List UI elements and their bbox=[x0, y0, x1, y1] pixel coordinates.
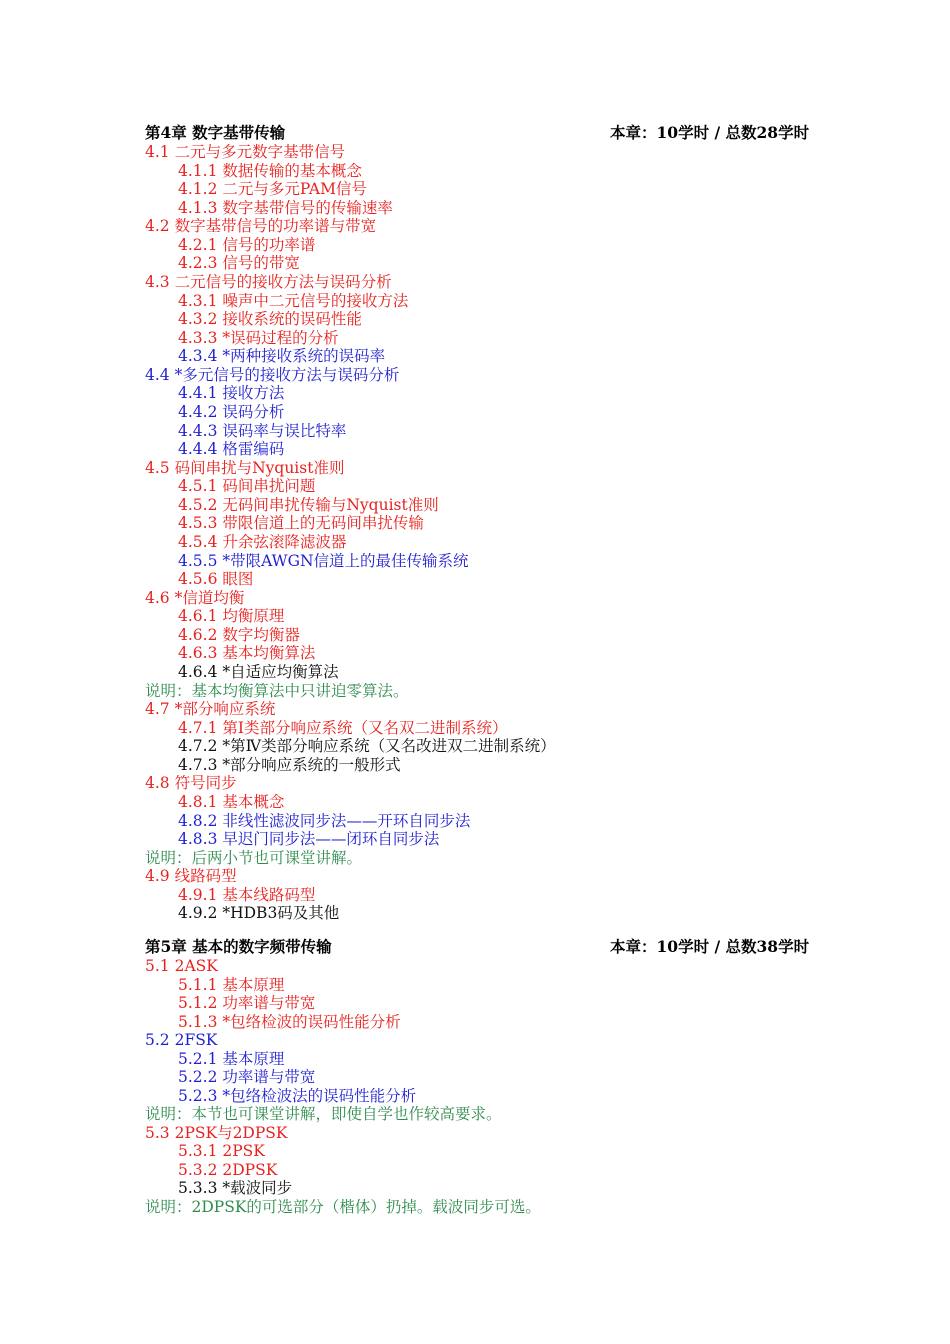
subsection-line: 5.2.3 *包络检波法的误码性能分析 bbox=[178, 1086, 417, 1105]
section-line: 4.9 线路码型 bbox=[145, 867, 237, 886]
subsection-line: 4.4.1 接收方法 bbox=[178, 384, 285, 403]
subsection-line: 4.5.4 升余弦滚降滤波器 bbox=[178, 532, 347, 551]
subsection-line: 4.4.2 误码分析 bbox=[178, 402, 285, 421]
subsection-line: 4.5.5 *带限AWGN信道上的最佳传输系统 bbox=[178, 551, 469, 570]
subsection-line: 5.3.3 *载波同步 bbox=[178, 1179, 293, 1197]
subsection-line: 4.7.3 *部分响应系统的一般形式 bbox=[178, 755, 401, 774]
subsection-line: 4.1.3 数字基带信号的传输速率 bbox=[178, 198, 393, 217]
chapter-5-title: 第5章 基本的数字频带传输 bbox=[145, 937, 332, 956]
subsection-line: 4.8.2 非线性滤波同步法——开环自同步法 bbox=[178, 811, 471, 830]
subsection-line: 5.2.2 功率谱与带宽 bbox=[178, 1068, 316, 1086]
chapter-5-hours: 本章：10学时 / 总数38学时 bbox=[610, 937, 810, 956]
section-line: 5.1 2ASK bbox=[145, 957, 218, 975]
note-line: 说明：基本均衡算法中只讲迫零算法。 bbox=[145, 681, 409, 700]
subsection-line: 4.3.4 *两种接收系统的误码率 bbox=[178, 347, 386, 366]
section-line: 4.7 *部分响应系统 bbox=[145, 700, 276, 719]
subsection-line: 5.2.1 基本原理 bbox=[178, 1049, 285, 1068]
subsection-line: 4.9.1 基本线路码型 bbox=[178, 885, 316, 904]
subsection-line: 4.6.2 数字均衡器 bbox=[178, 625, 300, 644]
subsection-line: 4.2.3 信号的带宽 bbox=[178, 254, 300, 273]
subsection-line: 4.5.6 眼图 bbox=[178, 570, 254, 589]
subsection-line: 4.4.4 格雷编码 bbox=[178, 440, 285, 459]
subsection-line: 4.3.3 *误码过程的分析 bbox=[178, 328, 339, 347]
section-line: 4.8 符号同步 bbox=[145, 774, 237, 793]
subsection-line: 4.1.1 数据传输的基本概念 bbox=[178, 161, 362, 180]
note-line: 说明：本节也可课堂讲解，即使自学也作较高要求。 bbox=[145, 1105, 502, 1123]
subsection-line: 4.6.4 *自适应均衡算法 bbox=[178, 662, 339, 681]
subsection-line: 5.1.2 功率谱与带宽 bbox=[178, 994, 316, 1012]
section-line: 4.3 二元信号的接收方法与误码分析 bbox=[145, 272, 392, 291]
subsection-line: 4.5.1 码间串扰问题 bbox=[178, 477, 316, 496]
subsection-line: 5.3.2 2DPSK bbox=[178, 1160, 278, 1179]
subsection-line: 4.3.1 噪声中二元信号的接收方法 bbox=[178, 291, 409, 310]
section-line: 4.4 *多元信号的接收方法与误码分析 bbox=[145, 365, 400, 384]
subsection-line: 4.7.2 *第Ⅳ类部分响应系统（又名改进双二进制系统） bbox=[178, 737, 556, 756]
subsection-line: 4.6.3 基本均衡算法 bbox=[178, 644, 316, 663]
section-line: 4.6 *信道均衡 bbox=[145, 588, 245, 607]
note-line: 说明：2DPSK的可选部分（楷体）扔掉。载波同步可选。 bbox=[145, 1197, 541, 1216]
subsection-line: 5.1.1 基本原理 bbox=[178, 975, 285, 994]
section-line: 4.1 二元与多元数字基带信号 bbox=[145, 143, 346, 161]
subsection-line: 5.3.1 2PSK bbox=[178, 1142, 265, 1160]
subsection-line: 4.4.3 误码率与误比特率 bbox=[178, 421, 347, 440]
subsection-line: 4.6.1 均衡原理 bbox=[178, 607, 285, 626]
subsection-line: 4.8.1 基本概念 bbox=[178, 792, 285, 811]
subsection-line: 4.9.2 *HDB3码及其他 bbox=[178, 904, 340, 923]
subsection-line: 4.8.3 早迟门同步法——闭环自同步法 bbox=[178, 830, 440, 849]
subsection-line: 4.7.1 第Ⅰ类部分响应系统（又名双二进制系统） bbox=[178, 718, 508, 737]
section-line: 4.2 数字基带信号的功率谱与带宽 bbox=[145, 217, 377, 236]
chapter-4-title: 第4章 数字基带传输 bbox=[145, 123, 286, 142]
subsection-line: 4.5.3 带限信道上的无码间串扰传输 bbox=[178, 514, 424, 533]
section-line: 5.2 2FSK bbox=[145, 1031, 218, 1049]
subsection-line: 4.3.2 接收系统的误码性能 bbox=[178, 310, 362, 329]
chapter-4-hours: 本章：10学时 / 总数28学时 bbox=[610, 123, 810, 142]
subsection-line: 4.1.2 二元与多元PAM信号 bbox=[178, 180, 367, 199]
subsection-line: 4.5.2 无码间串扰传输与Nyquist准则 bbox=[178, 495, 439, 514]
section-line: 5.3 2PSK与2DPSK bbox=[145, 1123, 288, 1142]
subsection-line: 4.2.1 信号的功率谱 bbox=[178, 235, 316, 254]
section-line: 4.5 码间串扰与Nyquist准则 bbox=[145, 458, 345, 477]
note-line: 说明：后两小节也可课堂讲解。 bbox=[145, 848, 363, 867]
subsection-line: 5.1.3 *包络检波的误码性能分析 bbox=[178, 1012, 401, 1031]
